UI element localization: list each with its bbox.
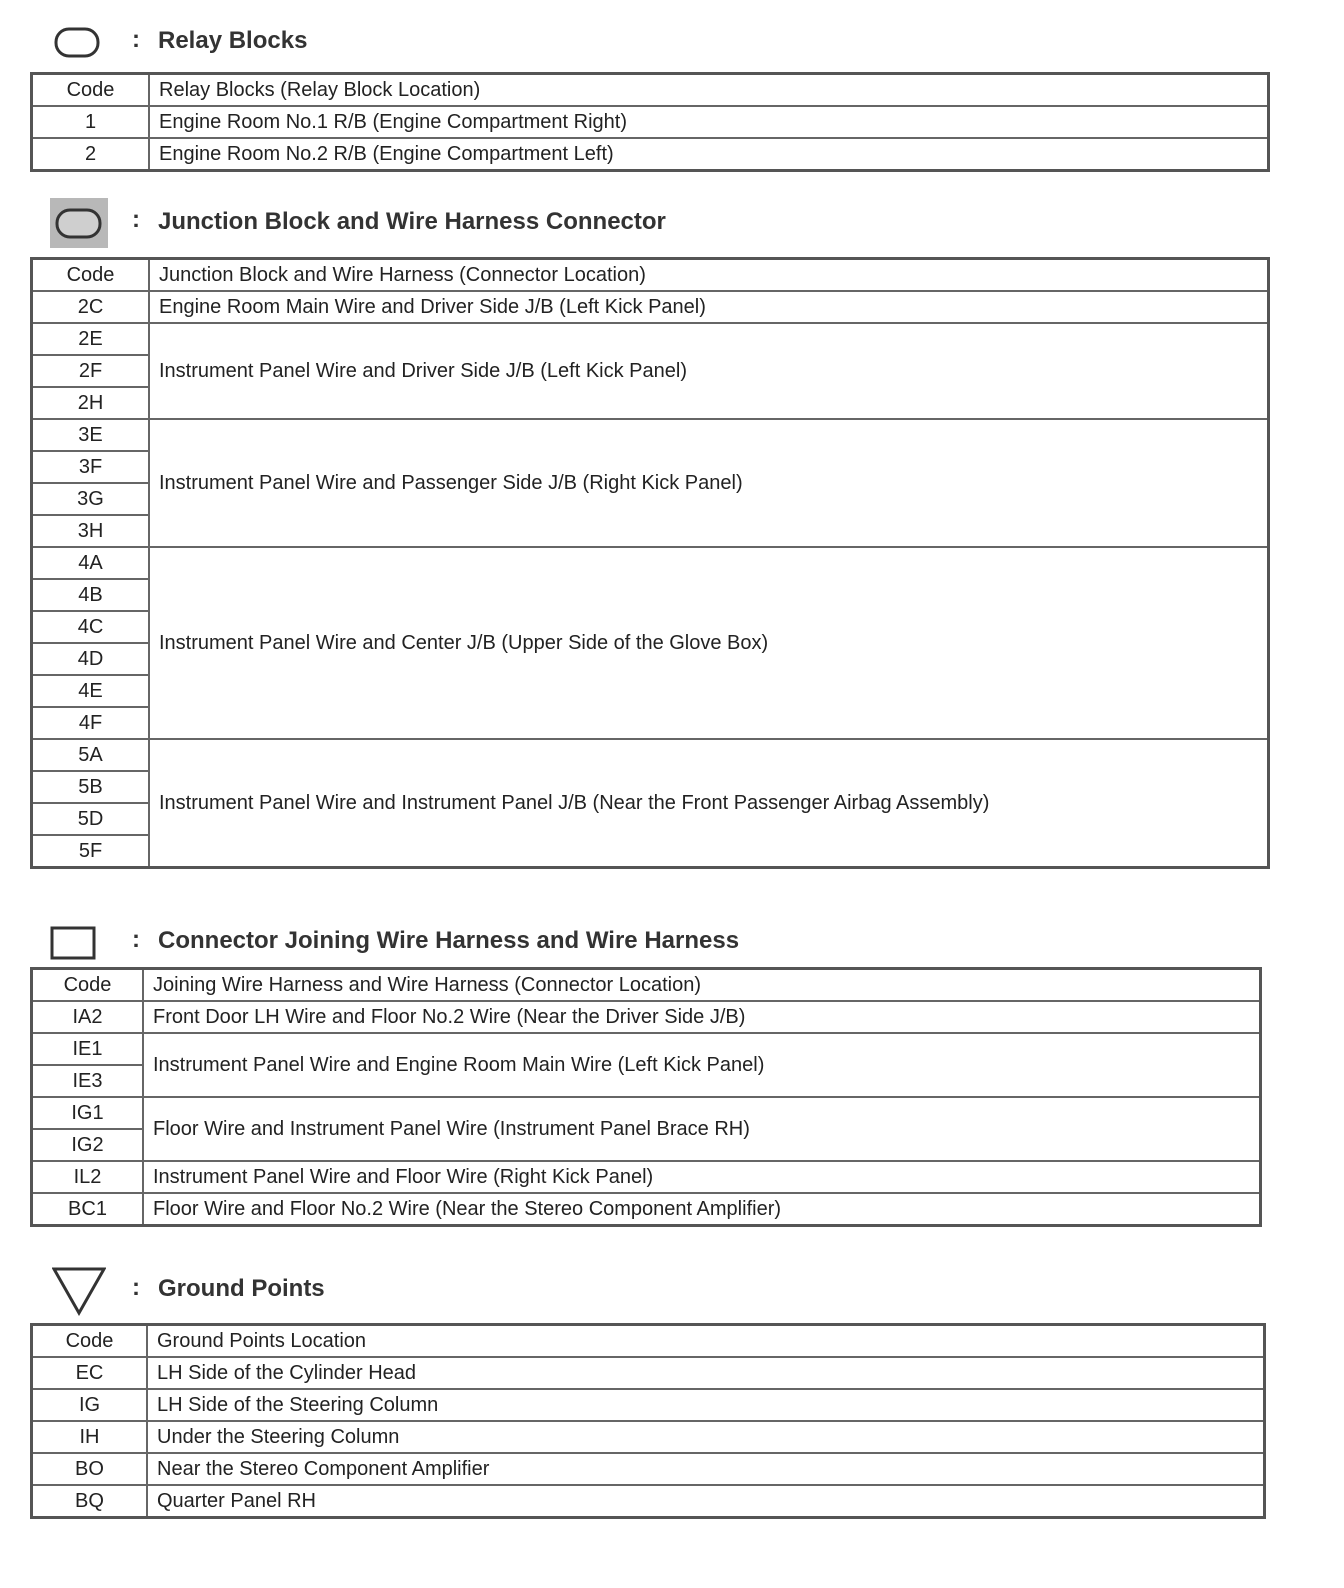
code-cell: 5B [32, 771, 150, 803]
table-row [32, 1389, 1265, 1421]
relay-blocks-heading [0, 22, 1344, 62]
location-cell: Floor Wire and Instrument Panel Wire (Instrument Panel Brace RH) [143, 1097, 1261, 1161]
location-cell: Engine Room No.1 R/B (Engine Compartment Right) [149, 106, 1269, 138]
code-cell: IG2 [32, 1129, 144, 1161]
location-cell: LH Side of the Steering Column [147, 1389, 1265, 1421]
ground-points-table [30, 1323, 1266, 1519]
location-cell: Floor Wire and Floor No.2 Wire (Near the Stereo Component Amplifier) [143, 1193, 1261, 1226]
table-row [32, 323, 1269, 355]
table-row [32, 291, 1269, 323]
location-cell: Engine Room No.2 R/B (Engine Compartment Left) [149, 138, 1269, 171]
table-row [32, 1453, 1265, 1485]
heading-separator: : [132, 926, 140, 953]
code-cell: 2H [32, 387, 150, 419]
ground-points-heading [0, 1262, 1344, 1302]
code-cell: 3E [32, 419, 150, 451]
code-cell: IL2 [32, 1161, 144, 1193]
junction-blocks-heading [0, 198, 1344, 238]
shaded-rounded-rectangle-icon [50, 198, 110, 250]
code-cell: BC1 [32, 1193, 144, 1226]
location-cell: LH Side of the Cylinder Head [147, 1357, 1265, 1389]
table-row [32, 419, 1269, 451]
table-row [32, 547, 1269, 579]
code-cell: IE3 [32, 1065, 144, 1097]
table-row [32, 739, 1269, 771]
code-cell: 4F [32, 707, 150, 739]
table-row [32, 1097, 1261, 1129]
table-header-row [32, 1325, 1265, 1358]
table-row [32, 1485, 1265, 1518]
table-row [32, 1033, 1261, 1065]
table-row [32, 1001, 1261, 1033]
code-cell: 3H [32, 515, 150, 547]
section-title: Connector Joining Wire Harness and Wire Harness [158, 927, 740, 954]
connectors-heading [0, 920, 1344, 960]
table-row [32, 138, 1269, 171]
heading-separator: : [132, 26, 140, 53]
table-row [32, 1357, 1265, 1389]
code-cell: 2C [32, 291, 150, 323]
code-cell: IE1 [32, 1033, 144, 1065]
table-header-row [32, 259, 1269, 292]
location-cell: Instrument Panel Wire and Center J/B (Upper Side of the Glove Box) [149, 547, 1269, 739]
header-description: Junction Block and Wire Harness (Connector Location) [149, 259, 1269, 292]
rectangle-icon [50, 926, 96, 960]
code-cell: 3F [32, 451, 150, 483]
location-cell: Under the Steering Column [147, 1421, 1265, 1453]
heading-separator: : [132, 206, 140, 233]
header-code: Code [32, 969, 144, 1002]
code-cell: 4C [32, 611, 150, 643]
code-cell: 5D [32, 803, 150, 835]
location-cell: Quarter Panel RH [147, 1485, 1265, 1518]
connectors-table [30, 967, 1262, 1227]
table-header-row [32, 74, 1269, 107]
header-description: Ground Points Location [147, 1325, 1265, 1358]
code-cell: 5F [32, 835, 150, 868]
code-cell: 4E [32, 675, 150, 707]
table-header-row [32, 969, 1261, 1002]
code-cell: EC [32, 1357, 148, 1389]
table-row [32, 1193, 1261, 1226]
code-cell: 3G [32, 483, 150, 515]
location-cell: Near the Stereo Component Amplifier [147, 1453, 1265, 1485]
relay-blocks-table [30, 72, 1270, 172]
header-code: Code [32, 259, 150, 292]
code-cell: 4B [32, 579, 150, 611]
code-cell: IG1 [32, 1097, 144, 1129]
location-cell: Instrument Panel Wire and Instrument Panel J/B (Near the Front Passenger Airbag Assembly) [149, 739, 1269, 868]
section-title: Ground Points [158, 1275, 325, 1302]
section-title: Relay Blocks [158, 27, 308, 54]
table-row [32, 106, 1269, 138]
location-cell: Instrument Panel Wire and Driver Side J/B (Left Kick Panel) [149, 323, 1269, 419]
heading-separator: : [132, 1274, 140, 1301]
location-cell: Front Door LH Wire and Floor No.2 Wire (Near the Driver Side J/B) [143, 1001, 1261, 1033]
code-cell: 4D [32, 643, 150, 675]
header-code: Code [32, 74, 150, 107]
table-row [32, 1161, 1261, 1193]
code-cell: IG [32, 1389, 148, 1421]
code-cell: 1 [32, 106, 150, 138]
code-cell: BO [32, 1453, 148, 1485]
code-cell: 2E [32, 323, 150, 355]
code-cell: BQ [32, 1485, 148, 1518]
code-cell: 4A [32, 547, 150, 579]
location-cell: Instrument Panel Wire and Floor Wire (Right Kick Panel) [143, 1161, 1261, 1193]
location-cell: Instrument Panel Wire and Passenger Side J/B (Right Kick Panel) [149, 419, 1269, 547]
junction-blocks-table [30, 257, 1270, 869]
rounded-rectangle-icon [54, 26, 102, 60]
code-cell: IH [32, 1421, 148, 1453]
code-cell: 2 [32, 138, 150, 171]
header-description: Joining Wire Harness and Wire Harness (Connector Location) [143, 969, 1261, 1002]
table-row [32, 1421, 1265, 1453]
code-cell: 2F [32, 355, 150, 387]
header-code: Code [32, 1325, 148, 1358]
triangle-down-icon [52, 1266, 106, 1316]
header-description: Relay Blocks (Relay Block Location) [149, 74, 1269, 107]
location-cell: Engine Room Main Wire and Driver Side J/B (Left Kick Panel) [149, 291, 1269, 323]
section-title: Junction Block and Wire Harness Connector [158, 208, 666, 235]
code-cell: IA2 [32, 1001, 144, 1033]
location-cell: Instrument Panel Wire and Engine Room Main Wire (Left Kick Panel) [143, 1033, 1261, 1097]
code-cell: 5A [32, 739, 150, 771]
